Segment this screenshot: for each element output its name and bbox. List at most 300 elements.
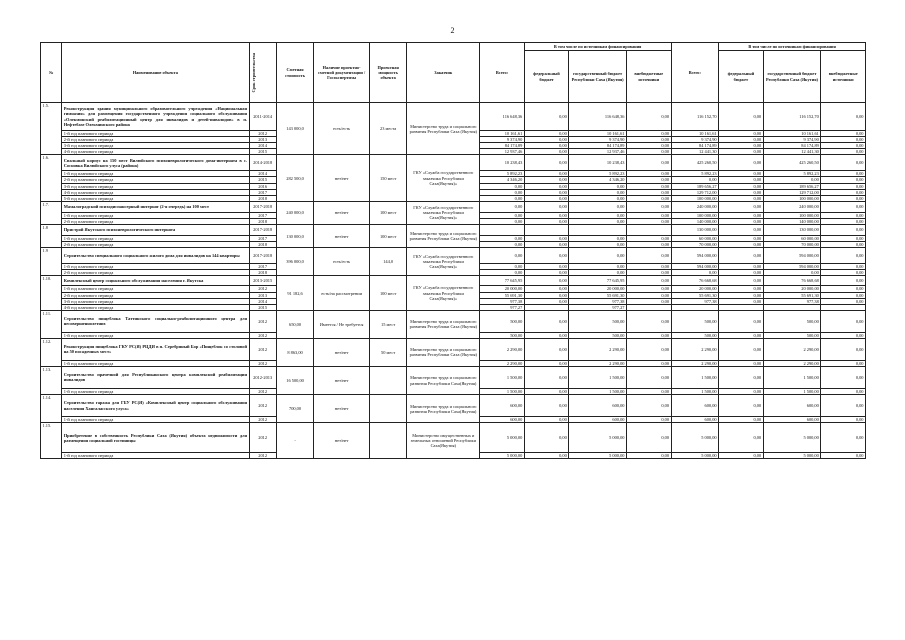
value-state-2: 100 000,00 xyxy=(763,212,821,218)
value-federal-2: 0,00 xyxy=(719,338,764,360)
value-total-2: 5 000,00 xyxy=(671,423,719,453)
period-year: 2014 xyxy=(249,171,276,177)
value-total: 2 290,00 xyxy=(480,338,525,360)
value-total: 77 645,95 xyxy=(480,276,525,286)
period-label: 2-й год планового периода xyxy=(62,218,249,224)
object-name: Строительство специального социального жилого дома для инвалидов на 144 квартиры xyxy=(62,248,249,264)
value-total-2: 1 500,00 xyxy=(671,388,719,394)
period-label: 1-й год планового периода xyxy=(62,264,249,270)
estimated-cost: 396 000,0 xyxy=(276,248,313,276)
value-federal: 0,00 xyxy=(524,171,569,177)
value-federal: 0,00 xyxy=(524,131,569,137)
value-total: 84 174,89 xyxy=(480,143,525,149)
value-state: 0,00 xyxy=(569,242,627,248)
value-offbudget-2: 0,00 xyxy=(821,218,866,224)
value-state: 1 500,00 xyxy=(569,388,627,394)
object-name: Строительство прачечной для Республиканского центра комплексной реабилитации инвалидов xyxy=(62,366,249,388)
table-row xyxy=(41,155,866,171)
value-offbudget: 0,00 xyxy=(626,236,671,242)
value-state-2: 12 441,30 xyxy=(763,149,821,155)
value-state: 600,00 xyxy=(569,395,627,417)
table-row xyxy=(41,338,866,360)
design-documentation: нет/нет xyxy=(314,225,370,248)
value-federal-2: 0,00 xyxy=(719,298,764,304)
value-state-2: 425 260,50 xyxy=(763,155,821,171)
row-number: 1.11. xyxy=(41,310,62,338)
header-group-1: В том числе по источникам финансирования xyxy=(524,43,671,51)
estimated-cost: - xyxy=(276,423,313,459)
value-federal-2: 0,00 xyxy=(719,286,764,292)
object-name: Комплексный центр социального обслуживания населения г. Якутска xyxy=(62,276,249,286)
value-total-2: 0,00 xyxy=(671,177,719,183)
value-total: 0,00 xyxy=(480,189,525,195)
value-offbudget-2: 0,00 xyxy=(821,276,866,286)
value-federal-2: 0,00 xyxy=(719,183,764,189)
value-state: 2 290,00 xyxy=(569,338,627,360)
value-state-2: 2 290,00 xyxy=(763,360,821,366)
design-documentation: нет/нет xyxy=(314,366,370,394)
value-state: 77 645,95 xyxy=(569,276,627,286)
page-number: 2 xyxy=(450,26,455,35)
customer: Министерство труда и социального развития Республики Саха (Якутия) xyxy=(407,225,480,248)
value-offbudget: 0,00 xyxy=(626,360,671,366)
value-state: 600,00 xyxy=(569,417,627,423)
design-capacity: 150 мест xyxy=(369,155,406,201)
value-total: 500,00 xyxy=(480,332,525,338)
value-offbudget: 0,00 xyxy=(626,189,671,195)
value-offbudget: 0,00 xyxy=(626,212,671,218)
value-offbudget: 0,00 xyxy=(626,155,671,171)
value-total-2: 129 712,00 xyxy=(671,189,719,195)
design-documentation: нет/нет xyxy=(314,338,370,366)
row-number: 1.14. xyxy=(41,395,62,423)
design-documentation: Имеется / Не требуется xyxy=(314,310,370,338)
construction-period: 2012 xyxy=(249,338,276,360)
value-federal: 0,00 xyxy=(524,242,569,248)
period-year: 2012 xyxy=(249,131,276,137)
value-total: 20 000,00 xyxy=(480,286,525,292)
value-offbudget-2: 0,00 xyxy=(821,171,866,177)
value-state: 5 892,23 xyxy=(569,171,627,177)
value-state-2: 1 500,00 xyxy=(763,388,821,394)
value-offbudget-2: 0,00 xyxy=(821,131,866,137)
object-name: Реконструкция пищеблока ГКУ РС(Я) РЦДИ в п. Серебряный Бор «Пищеблок со столовой на 50 посадочных мест» xyxy=(62,338,249,360)
period-label: 1-й год планового периода xyxy=(62,453,249,459)
value-total-2: 2 290,00 xyxy=(671,338,719,360)
value-offbudget: 0,00 xyxy=(626,338,671,360)
customer: ГКУ «Служба государственного заказчика Республики Саха(Якутия)» xyxy=(407,201,480,224)
value-state-2: 977,38 xyxy=(763,298,821,304)
value-state: 10 238,43 xyxy=(569,155,627,171)
value-offbudget: 0,00 xyxy=(626,286,671,292)
value-federal: 0,00 xyxy=(524,248,569,264)
value-federal: 0,00 xyxy=(524,195,569,201)
estimated-cost: 700,00 xyxy=(276,395,313,423)
value-offbudget: 0,00 xyxy=(626,264,671,270)
value-offbudget-2: 0,00 xyxy=(821,298,866,304)
header-capacity: Проектная мощность объекта xyxy=(369,43,406,103)
value-offbudget-2: 0,00 xyxy=(821,264,866,270)
period-year: 2014 xyxy=(249,298,276,304)
customer: ГКУ «Служба государственного заказчика Республики Саха(Якутия)» xyxy=(407,155,480,201)
design-documentation: нет/нет xyxy=(314,395,370,423)
value-state: 4 346,20 xyxy=(569,177,627,183)
value-federal-2: 0,00 xyxy=(719,189,764,195)
value-state: 0,00 xyxy=(569,264,627,270)
value-state: 5 000,00 xyxy=(569,423,627,453)
value-total: 5 892,23 xyxy=(480,171,525,177)
period-year: 2018 xyxy=(249,195,276,201)
period-label: 1-й год планового периода xyxy=(62,131,249,137)
value-state: 0,00 xyxy=(569,236,627,242)
construction-period: 2011-2014 xyxy=(249,103,276,131)
value-offbudget: 0,00 xyxy=(626,366,671,388)
value-total: 0,00 xyxy=(480,218,525,224)
value-state-2: 70 000,00 xyxy=(763,242,821,248)
value-offbudget: 0,00 xyxy=(626,270,671,276)
value-total-2: 240 000,00 xyxy=(671,201,719,212)
value-total: 10 238,43 xyxy=(480,155,525,171)
value-total-2: 5 000,00 xyxy=(671,453,719,459)
period-label: 2-й год планового периода xyxy=(62,292,249,298)
value-state-2: 20 000,00 xyxy=(763,286,821,292)
value-state-2: 5 892,23 xyxy=(763,171,821,177)
investment-table xyxy=(40,42,866,459)
value-state: 116 648,36 xyxy=(569,103,627,131)
value-total-2: 5 892,23 xyxy=(671,171,719,177)
value-federal: 0,00 xyxy=(524,388,569,394)
value-federal: 0,00 xyxy=(524,338,569,360)
header-period: Срок строительства xyxy=(249,43,276,103)
table-row xyxy=(41,248,866,264)
value-total: 977,38 xyxy=(480,298,525,304)
value-state-2: 9 374,90 xyxy=(763,137,821,143)
value-state-2: 594 000,00 xyxy=(763,264,821,270)
value-total-2: 116 152,70 xyxy=(671,103,719,131)
value-federal-2: 0,00 xyxy=(719,395,764,417)
value-offbudget: 0,00 xyxy=(626,183,671,189)
value-state-2: 600,00 xyxy=(763,417,821,423)
value-total: 12 937,46 xyxy=(480,149,525,155)
header-federal: федеральный бюджет xyxy=(524,51,569,103)
value-federal: 0,00 xyxy=(524,143,569,149)
value-offbudget: 0,00 xyxy=(626,388,671,394)
period-year: 2015 xyxy=(249,149,276,155)
period-year: 2013 xyxy=(249,137,276,143)
value-federal-2: 0,00 xyxy=(719,155,764,171)
value-state: 0,00 xyxy=(569,195,627,201)
object-name: Пристрой Якутского психоневрологического интерната xyxy=(62,225,249,236)
value-offbudget-2: 0,00 xyxy=(821,103,866,131)
period-year: 2017 xyxy=(249,236,276,242)
value-state-2: 130 000,00 xyxy=(763,225,821,236)
value-federal-2: 0,00 xyxy=(719,242,764,248)
value-state: 2 290,00 xyxy=(569,360,627,366)
design-documentation: нет/нет xyxy=(314,423,370,459)
value-total-2: 500,00 xyxy=(671,332,719,338)
row-number: 1.9 xyxy=(41,248,62,276)
value-total: 0,00 xyxy=(480,201,525,212)
value-state-2: 0,00 xyxy=(763,270,821,276)
period-year: 2017 xyxy=(249,264,276,270)
value-total-2: 425 260,50 xyxy=(671,155,719,171)
value-federal-2: 0,00 xyxy=(719,360,764,366)
table-header xyxy=(41,43,866,103)
value-offbudget-2: 0,00 xyxy=(821,395,866,417)
period-year: 2012 xyxy=(249,453,276,459)
value-total: 5 000,00 xyxy=(480,453,525,459)
table-row xyxy=(41,423,866,453)
object-name: Реконструкция здания муниципального образовательного учреждения «Национальная гимназия» для размещения государственного учреждения социального обслуживания «Олекминский реабилитационный центр для инвалидов и детей-инвалидов» в п. Нефтебазе Олекминского района xyxy=(62,103,249,131)
value-state: 0,00 xyxy=(569,212,627,218)
construction-period: 2012 xyxy=(249,310,276,332)
value-state-2: 5 000,00 xyxy=(763,453,821,459)
design-capacity: 23 места xyxy=(369,103,406,155)
value-federal-2: 0,00 xyxy=(719,292,764,298)
value-federal: 0,00 xyxy=(524,189,569,195)
period-year: 2018 xyxy=(249,218,276,224)
period-year: 2012 xyxy=(249,360,276,366)
header-total-2: Всего: xyxy=(671,43,719,103)
row-number: 1.6. xyxy=(41,155,62,201)
value-federal-2: 0,00 xyxy=(719,310,764,332)
design-capacity: 100 мест xyxy=(369,201,406,224)
value-state: 10 161,61 xyxy=(569,131,627,137)
value-federal: 0,00 xyxy=(524,201,569,212)
value-total: 600,00 xyxy=(480,395,525,417)
construction-period: 2014-2018 xyxy=(249,155,276,171)
design-capacity xyxy=(369,366,406,394)
table-row xyxy=(41,225,866,236)
value-offbudget-2: 0,00 xyxy=(821,242,866,248)
value-offbudget-2: 0,00 xyxy=(821,270,866,276)
value-federal: 0,00 xyxy=(524,360,569,366)
value-total-2: 2 290,00 xyxy=(671,360,719,366)
value-state: 0,00 xyxy=(569,189,627,195)
customer: Министерство труда и социального развития Республики Саха (Якутия) xyxy=(407,310,480,338)
period-year: 2017 xyxy=(249,212,276,218)
period-label: 3-й год планового периода xyxy=(62,298,249,304)
value-total-2: 20 000,00 xyxy=(671,286,719,292)
value-offbudget-2: 0,00 xyxy=(821,366,866,388)
value-state: 977,27 xyxy=(569,304,627,310)
value-total: 5 000,00 xyxy=(480,423,525,453)
period-year: 2018 xyxy=(249,270,276,276)
value-federal: 0,00 xyxy=(524,270,569,276)
design-capacity: 100 мест xyxy=(369,276,406,310)
value-state-2: 84 174,89 xyxy=(763,143,821,149)
period-label: 1-й год планового периода xyxy=(62,236,249,242)
header-total: Всего: xyxy=(480,43,525,103)
value-offbudget-2: 0,00 xyxy=(821,417,866,423)
header-federal-2: федеральный бюджет xyxy=(719,51,764,103)
period-year: 2018 xyxy=(249,242,276,248)
value-state-2: 500,00 xyxy=(763,310,821,332)
construction-period: 2012 xyxy=(249,395,276,417)
value-federal: 0,00 xyxy=(524,453,569,459)
period-label: 4-й год планового периода xyxy=(62,149,249,155)
value-total: 0,00 xyxy=(480,236,525,242)
customer: Министерство имущественных и земельных отношений Республики Саха(Якутия) xyxy=(407,423,480,459)
value-offbudget: 0,00 xyxy=(626,149,671,155)
value-offbudget: 0,00 xyxy=(626,395,671,417)
header-cost: Сметная стоимость xyxy=(276,43,313,103)
value-offbudget xyxy=(626,225,671,236)
period-year: 2015 xyxy=(249,304,276,310)
value-state-2: 76 668,68 xyxy=(763,276,821,286)
value-offbudget: 0,00 xyxy=(626,298,671,304)
value-federal-2: 0,00 xyxy=(719,264,764,270)
value-state-2: 129 712,00 xyxy=(763,189,821,195)
value-total-2: 76 668,68 xyxy=(671,276,719,286)
value-state: 55 691,30 xyxy=(569,292,627,298)
value-total: 0,00 xyxy=(480,242,525,248)
value-total-2: 1 500,00 xyxy=(671,366,719,388)
value-state-2: 0,00 xyxy=(763,177,821,183)
value-federal-2: 0,00 xyxy=(719,236,764,242)
value-total: 1 500,00 xyxy=(480,388,525,394)
object-name: Строительство гаража для ГБУ РС(Я) «Комплексный центр социального обслуживания населения Хангаласского улуса» xyxy=(62,395,249,417)
value-offbudget: 0,00 xyxy=(626,248,671,264)
value-total-2: 84 174,89 xyxy=(671,143,719,149)
period-label: 1-й год планового периода xyxy=(62,286,249,292)
value-state-2: 55 691,30 xyxy=(763,292,821,298)
design-capacity xyxy=(369,395,406,423)
value-state: 977,38 xyxy=(569,298,627,304)
header-offbudget-2: внебюджетные источники xyxy=(821,51,866,103)
period-label: 1-й год планового периода xyxy=(62,171,249,177)
value-state: 5 000,00 xyxy=(569,453,627,459)
row-number: 1.10. xyxy=(41,276,62,310)
value-total: 10 161,61 xyxy=(480,131,525,137)
header-state: государственный бюджет Республики Саха (Якутия) xyxy=(569,51,627,103)
table-body xyxy=(41,103,866,459)
header-name: Наименование объекта xyxy=(62,43,249,103)
period-year: 2013 xyxy=(249,292,276,298)
header-customer: Заказчик xyxy=(407,43,480,103)
value-offbudget: 0,00 xyxy=(626,310,671,332)
design-capacity: 50 мест xyxy=(369,338,406,366)
period-year: 2012 xyxy=(249,286,276,292)
value-offbudget: 0,00 xyxy=(626,195,671,201)
period-label: 4-й год планового периода xyxy=(62,189,249,195)
value-offbudget-2: 0,00 xyxy=(821,453,866,459)
value-total: 600,00 xyxy=(480,417,525,423)
value-federal: 0,00 xyxy=(524,212,569,218)
value-federal-2: 0,00 xyxy=(719,453,764,459)
customer: ГКУ «Служба государственного заказчика Республики Саха(Якутия)» xyxy=(407,276,480,310)
value-state-2: 189 656,27 xyxy=(763,183,821,189)
estimated-cost: 240 000,0 xyxy=(276,201,313,224)
value-federal: 0,00 xyxy=(524,292,569,298)
value-state-2: 10 161,61 xyxy=(763,131,821,137)
value-federal-2: 0,00 xyxy=(719,225,764,236)
value-state-2: 500,00 xyxy=(763,332,821,338)
period-label: 3-й год планового периода xyxy=(62,183,249,189)
period-year: 2016 xyxy=(249,183,276,189)
value-federal: 0,00 xyxy=(524,395,569,417)
value-federal: 0,00 xyxy=(524,177,569,183)
value-total: 0,00 xyxy=(480,264,525,270)
value-offbudget: 0,00 xyxy=(626,332,671,338)
value-federal: 0,00 xyxy=(524,286,569,292)
value-federal-2: 0,00 xyxy=(719,177,764,183)
header-offbudget: внебюджетные источники xyxy=(626,51,671,103)
value-federal-2: 0,00 xyxy=(719,332,764,338)
value-total: 0,00 xyxy=(480,212,525,218)
value-federal: 0,00 xyxy=(524,417,569,423)
period-year: 2014 xyxy=(249,143,276,149)
value-offbudget: 0,00 xyxy=(626,171,671,177)
table-row xyxy=(41,310,866,332)
value-federal-2: 0,00 xyxy=(719,171,764,177)
value-total-2: 977,38 xyxy=(671,298,719,304)
object-name: Мамалоградский психодиспансерный интернат (2-я очередь) на 100 мест xyxy=(62,201,249,212)
value-total-2: 0,00 xyxy=(671,270,719,276)
value-federal: 0,00 xyxy=(524,149,569,155)
value-total-2: 60 000,00 xyxy=(671,236,719,242)
period-year: 2012 xyxy=(249,417,276,423)
value-federal-2: 0,00 xyxy=(719,388,764,394)
period-label: 4-й год планового периода xyxy=(62,304,249,310)
period-label: 1-й год планового периода xyxy=(62,212,249,218)
value-federal: 0,00 xyxy=(524,137,569,143)
value-offbudget-2: 0,00 xyxy=(821,310,866,332)
value-federal-2: 0,00 xyxy=(719,137,764,143)
value-state: 1 500,00 xyxy=(569,366,627,388)
value-total: 977,27 xyxy=(480,304,525,310)
value-offbudget-2: 0,00 xyxy=(821,195,866,201)
value-state: 500,00 xyxy=(569,310,627,332)
value-total: 1 500,00 xyxy=(480,366,525,388)
customer: Министерство труда и социального развития Республики Саха(Якутия) xyxy=(407,366,480,394)
period-label: 2-й год планового периода xyxy=(62,242,249,248)
value-state-2: 600,00 xyxy=(763,395,821,417)
value-federal-2: 0,00 xyxy=(719,143,764,149)
value-state-2: 60 000,00 xyxy=(763,236,821,242)
value-offbudget-2: 0,00 xyxy=(821,155,866,171)
value-state-2: 594 000,00 xyxy=(763,248,821,264)
construction-period: 2017-2018 xyxy=(249,248,276,264)
estimated-cost: 650,00 xyxy=(276,310,313,338)
value-federal: 0,00 xyxy=(524,103,569,131)
value-federal-2: 0,00 xyxy=(719,131,764,137)
value-federal-2: 0,00 xyxy=(719,103,764,131)
row-number: 1.7. xyxy=(41,201,62,224)
period-label: 1-й год планового периода xyxy=(62,417,249,423)
value-offbudget: 0,00 xyxy=(626,276,671,286)
value-federal: 0,00 xyxy=(524,366,569,388)
design-capacity: 144,0 xyxy=(369,248,406,276)
value-federal-2: 0,00 xyxy=(719,201,764,212)
value-state-2: 140 000,00 xyxy=(763,218,821,224)
design-documentation: нет/нет xyxy=(314,201,370,224)
design-documentation: нет/нет xyxy=(314,155,370,201)
estimated-cost: 130 000,0 xyxy=(276,225,313,248)
value-offbudget-2: 0,00 xyxy=(821,225,866,236)
value-federal: 0,00 xyxy=(524,264,569,270)
value-offbudget: 0,00 xyxy=(626,137,671,143)
header-num: № xyxy=(41,43,62,103)
value-state: 0,00 xyxy=(569,183,627,189)
estimated-cost: 282 500,0 xyxy=(276,155,313,201)
value-state: 9 374,90 xyxy=(569,137,627,143)
value-total: 0,00 xyxy=(480,195,525,201)
construction-period: 2013-2015 xyxy=(249,276,276,286)
value-offbudget: 0,00 xyxy=(626,143,671,149)
object-name: Спальный корпус на 150 мест Вилюйского психоневрологического дома-интерната в с. Сосновка Вилюйского улуса (района) xyxy=(62,155,249,171)
estimated-cost: 143 000,0 xyxy=(276,103,313,155)
